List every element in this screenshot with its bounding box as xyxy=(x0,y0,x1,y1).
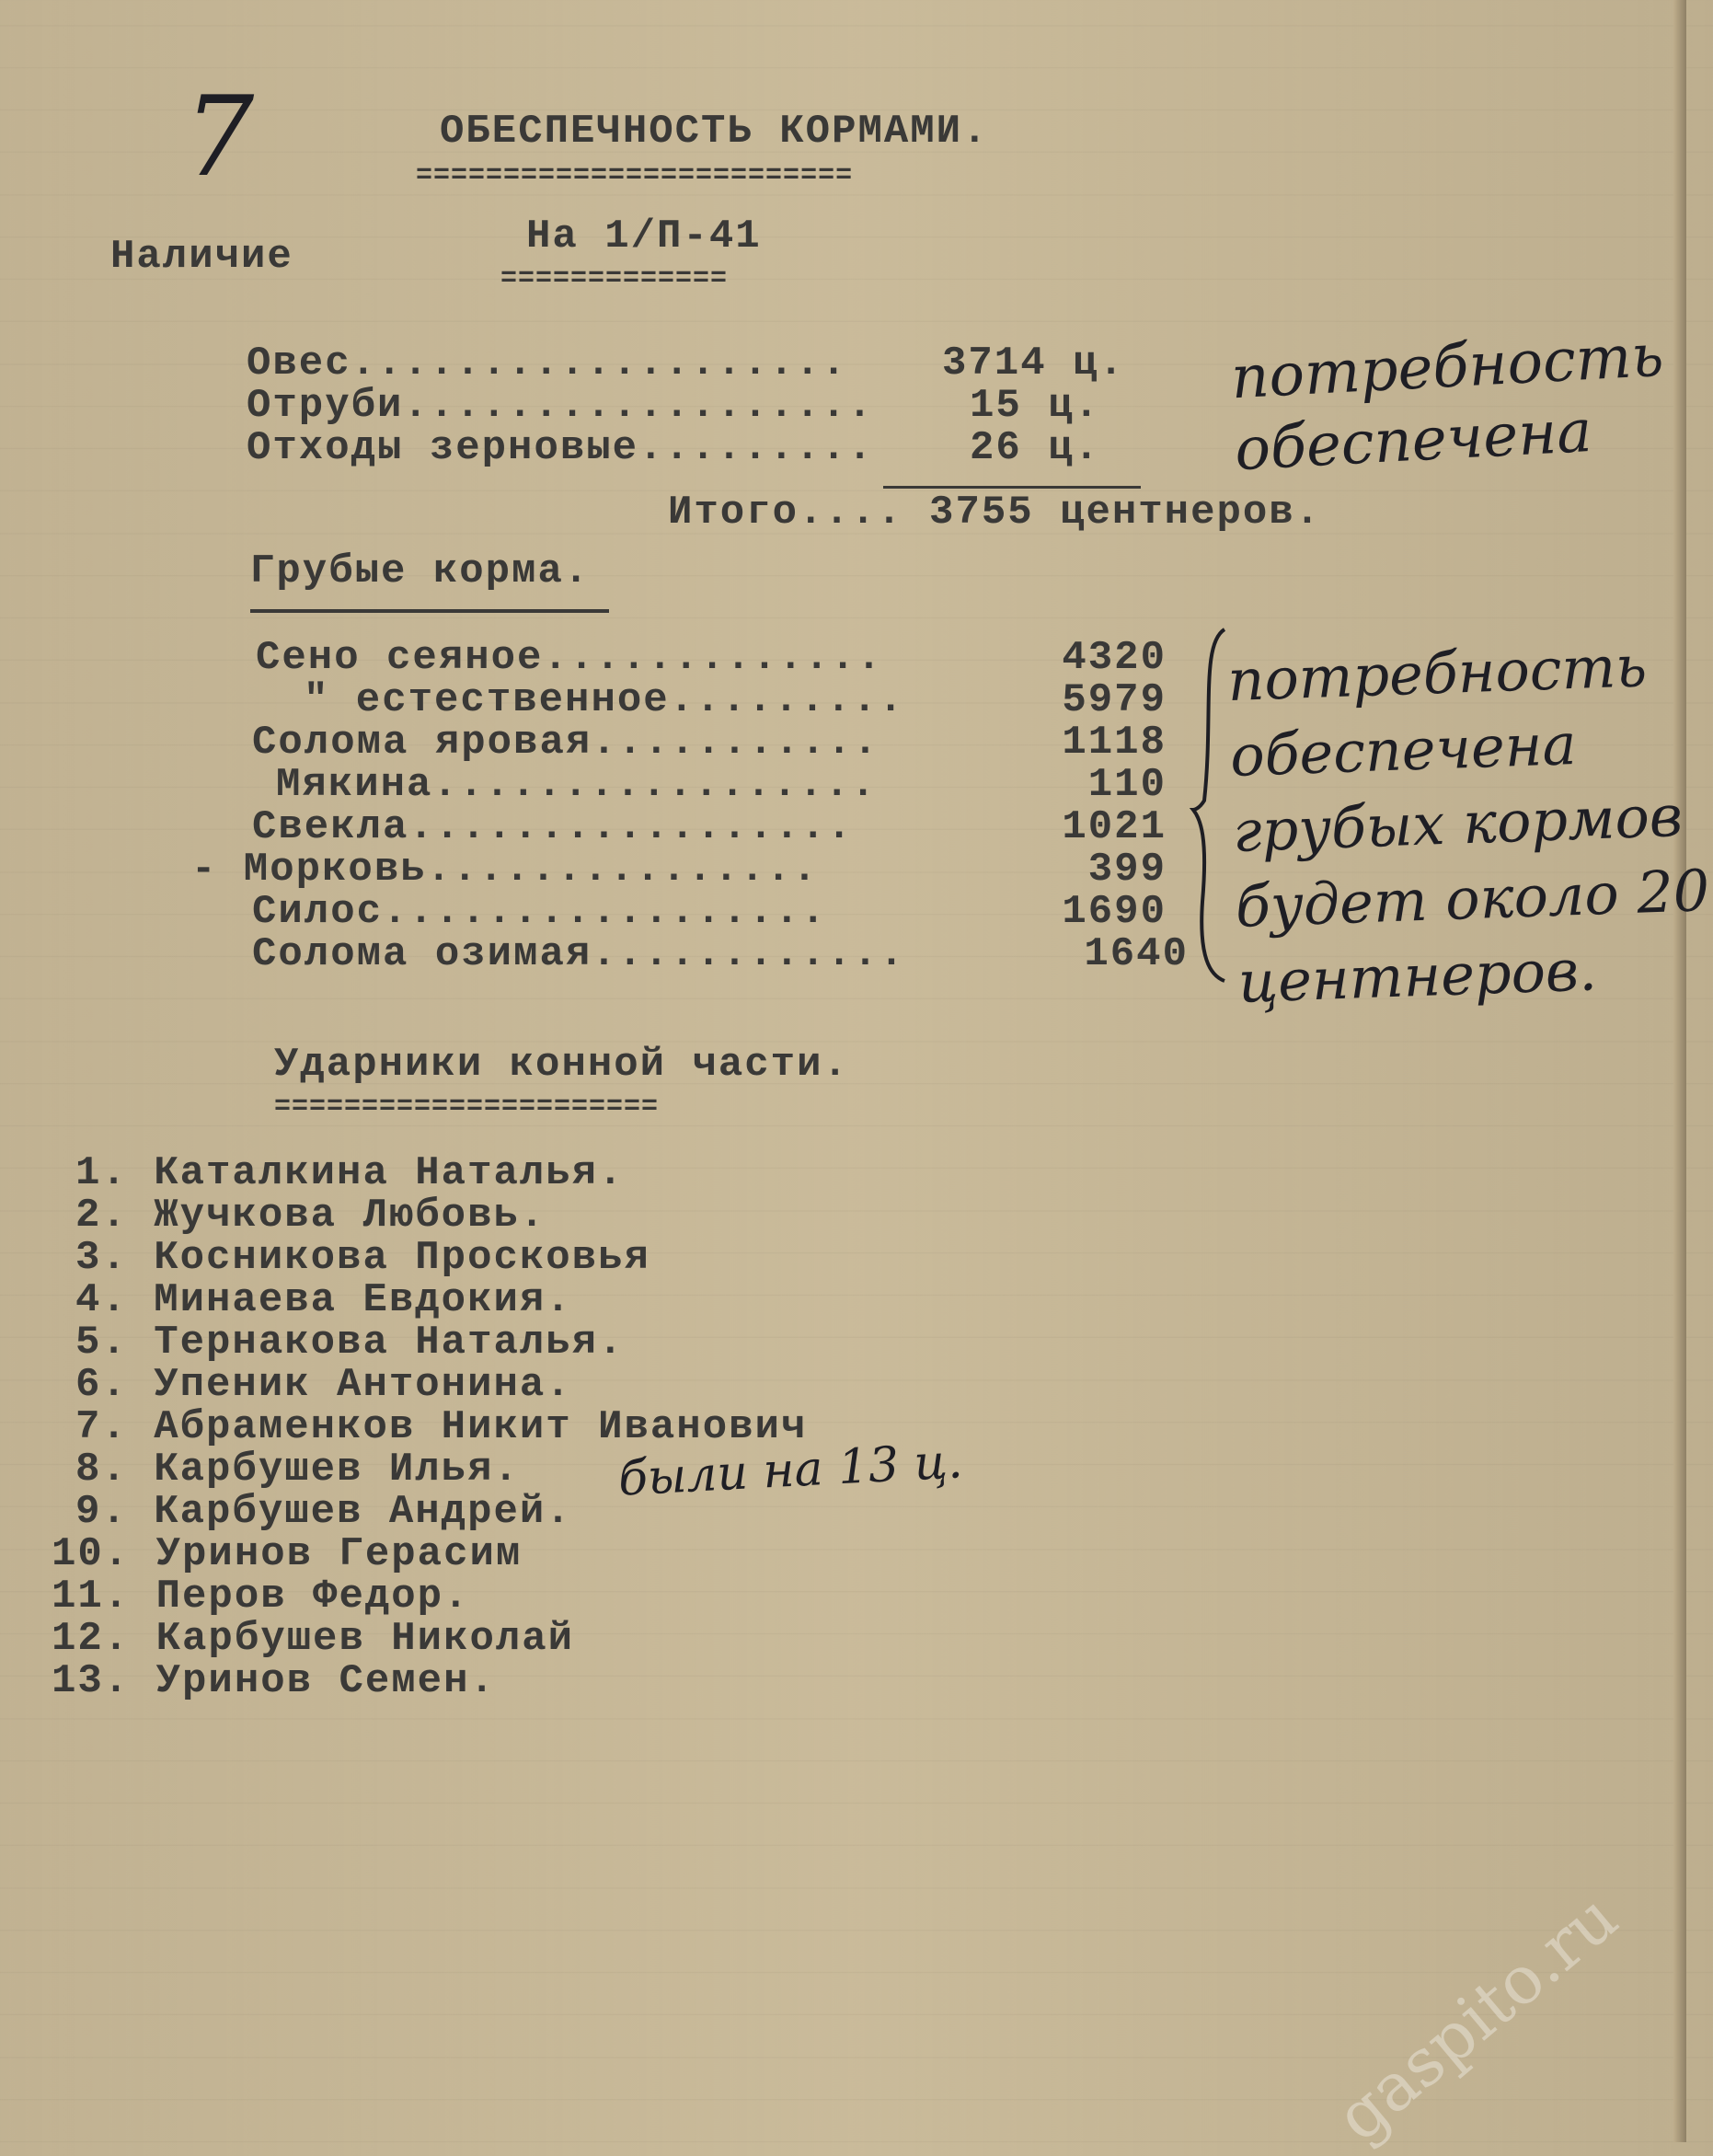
list-item: Отходы зерновые......... xyxy=(247,425,874,471)
list-item: " естественное......... xyxy=(304,677,905,723)
subtitle-left: Наличие xyxy=(110,234,293,280)
list-item: 11. Перов Федор. xyxy=(52,1574,470,1620)
list-item: Отруби.................. xyxy=(247,383,874,429)
list-item-qty: 1118 xyxy=(1062,720,1167,766)
workers-heading: Ударники конной части. xyxy=(274,1042,849,1088)
list-item: 10. Уринов Герасим xyxy=(52,1531,523,1577)
watermark: gaspito.ru xyxy=(1321,1877,1632,2156)
concentrates-total: Итого.... 3755 центнеров. xyxy=(668,490,1322,536)
list-item-qty: 4320 xyxy=(1062,635,1167,681)
list-item-qty: 1640 xyxy=(1084,931,1189,977)
list-item: - Морковь............... xyxy=(191,847,819,893)
handwritten-note-3: были на 13 ц. xyxy=(616,1434,964,1507)
list-item: 9. Карбушев Андрей. xyxy=(75,1489,572,1535)
list-item-qty: 399 xyxy=(1087,847,1167,893)
list-item: 7. Абраменков Никит Иванович xyxy=(75,1404,808,1450)
list-item-qty: 1021 xyxy=(1062,804,1167,850)
binder-edge xyxy=(1673,0,1686,2142)
total-rule xyxy=(883,486,1141,489)
date-underline: ============= xyxy=(500,263,729,294)
list-item: 12. Карбушев Николай xyxy=(52,1616,575,1662)
list-item: 6. Упеник Антонина. xyxy=(75,1362,572,1408)
list-item: Мякина................. xyxy=(276,762,878,808)
list-item: Сено сеяное............. xyxy=(256,635,883,681)
list-item: Овес................... xyxy=(247,340,848,386)
list-item-qty: 1690 xyxy=(1062,889,1167,935)
page-number: 7 xyxy=(184,74,255,202)
handwritten-brace xyxy=(1191,626,1228,985)
roughage-heading: Грубые корма. xyxy=(250,548,591,594)
list-item: 8. Карбушев Илья. xyxy=(75,1447,520,1493)
list-item: 1. Каталкина Наталья. xyxy=(75,1150,625,1196)
list-item: Солома яровая........... xyxy=(252,720,879,766)
list-item-qty: 3714 ц. xyxy=(942,340,1125,386)
page-title: ОБЕСПЕЧНОСТЬ КОРМАМИ. xyxy=(440,109,989,155)
list-item-qty: 15 ц. xyxy=(970,383,1101,429)
list-item: 4. Минаева Евдокия. xyxy=(75,1277,572,1323)
list-item: 5. Тернакова Наталья. xyxy=(75,1320,625,1366)
title-underline: ========================= xyxy=(416,160,854,191)
subtitle-date: На 1/П-41 xyxy=(526,213,762,259)
workers-heading-underline: ====================== xyxy=(274,1091,660,1123)
list-item-qty: 110 xyxy=(1087,762,1167,808)
list-item: 3. Косникова Просковья xyxy=(75,1235,650,1281)
list-item: 2. Жучкова Любовь. xyxy=(75,1193,546,1239)
list-item: Солома озимая............ xyxy=(252,931,906,977)
list-item: 13. Уринов Семен. xyxy=(52,1658,496,1704)
list-item: Свекла................. xyxy=(252,804,854,850)
handwritten-note-1: потребность обеспечена xyxy=(1229,321,1665,485)
list-item-qty: 5979 xyxy=(1062,677,1167,723)
roughage-heading-underline xyxy=(250,609,609,613)
list-item-qty: 26 ц. xyxy=(970,425,1101,471)
handwritten-note-2: потребность обеспечена грубых кормов будет около 20 центнеров. xyxy=(1226,632,1711,1016)
list-item: Силос................. xyxy=(252,889,827,935)
